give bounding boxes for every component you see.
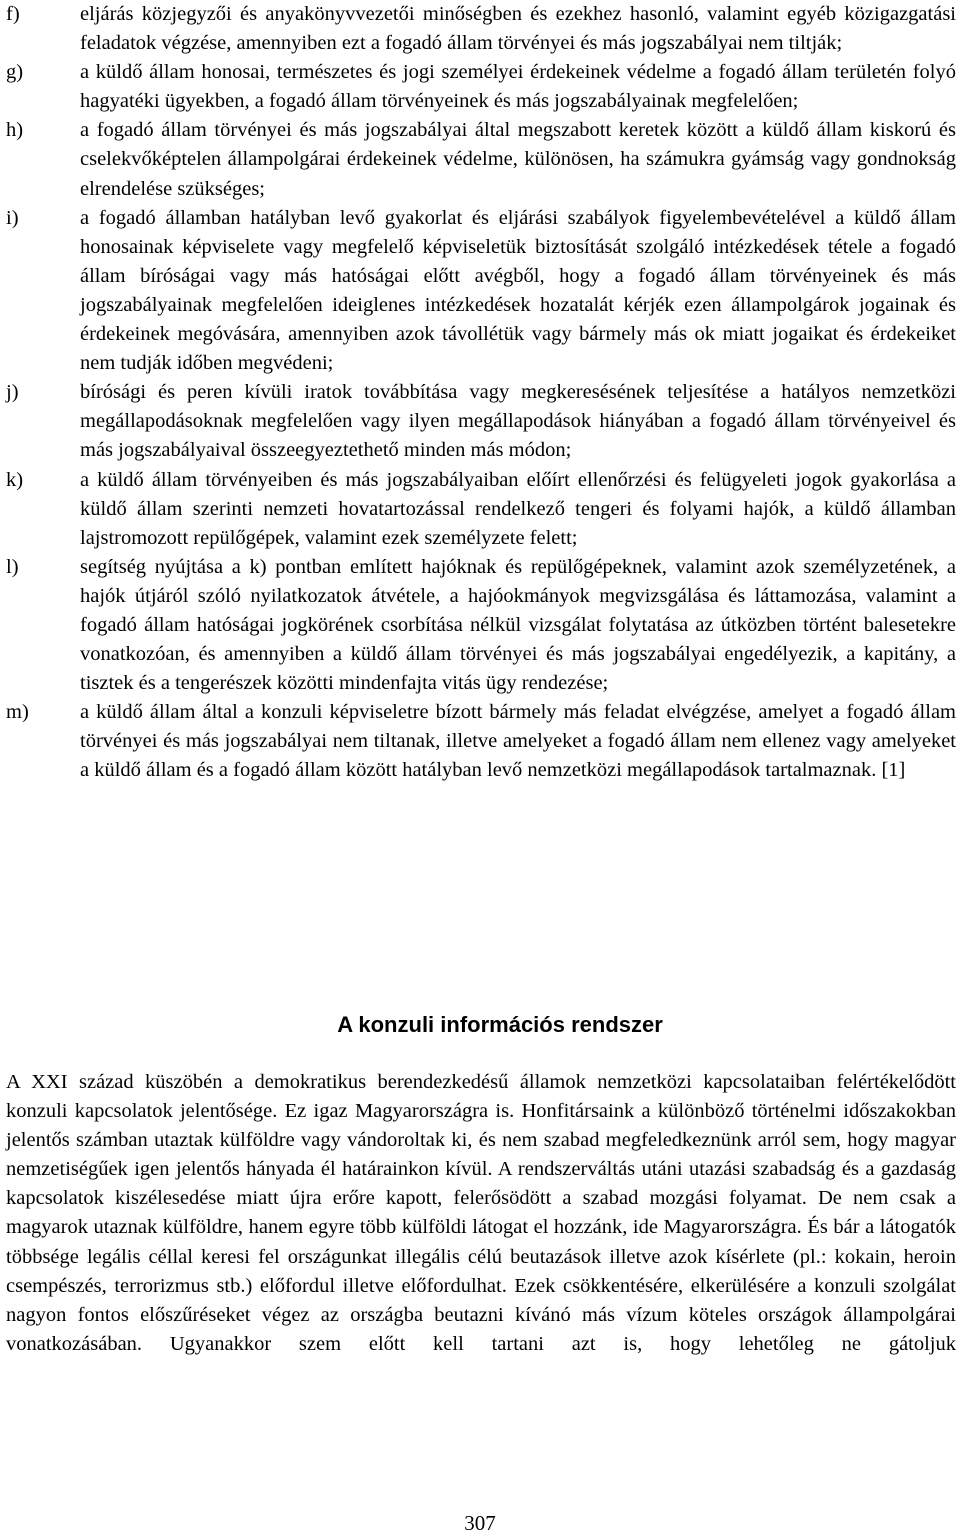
list-item-label: i)	[6, 206, 19, 229]
list-item-label: m)	[6, 701, 29, 724]
list-item	[6, 698, 956, 785]
list-item-text: a fogadó állam törvényei és más jogszabályai által megszabott keretek között a küldő állam kiskorú és cselekvőképtelen állampolgárai érdekeinek védelme, különösen, ha számukra gyámság vagy gondnokság elrendelése szükséges;	[80, 119, 956, 200]
list-item-text: segítség nyújtása a k) pontban említett hajóknak és repülőgépeknek, valamint azok személyzetének, a hajók útjáról szóló nyilatkozatok átvétele, a hajóokmányok megvizsgálása és láttamozása, valamint a fogadó állam hatóságai jogkörének csorbítása nélkül vizsgálat folytatása az útközben történt balesetekre vonatkozóan, és amennyiben a küldő állam törvényei és más jogszabályai engedélyezik, a kapitány, a tisztek és a tengerészek közötti mindenfajta vitás ügy rendezése;	[80, 555, 956, 695]
list-item-label: h)	[6, 119, 24, 142]
list-item-text: a fogadó államban hatályban levő gyakorlat és eljárási szabályok figyelembevételével a küldő állam honosainak képviselete vagy megfelelő képviseletük biztosítását szolgáló intézkedések tétele a fogadó állam bíróságai vagy más hatóságai előtt avégből, hogy a fogadó állam törvényeinek és más jogszabályainak megfelelően ideiglenes intézkedések hozatalát kérjék ezen állampolgárok jogainak és érdekeinek megóvására, amennyiben azok távollétük vagy bármely más ok miatt jogaikat és érdekeiket nem tudják időben megvédeni;	[80, 206, 956, 375]
list-item-label: g)	[6, 61, 24, 84]
list-item-text: a küldő állam honosai, természetes és jogi személyei érdekeinek védelme a fogadó állam területén folyó hagyatéki ügyekben, a fogadó állam törvényeinek és más jogszabályainak megfelelően;	[80, 61, 956, 113]
list-item	[6, 378, 956, 465]
list-item-text: bírósági és peren kívüli iratok továbbítása vagy megkeresésének teljesítése a hatályos nemzetközi megállapodásoknak megfelelően vagy ilyen megállapodások hiányában a fogadó állam törvényeivel és más jogszabályaival összeegyeztethető minden más módon;	[80, 381, 956, 462]
list-item-label: l)	[6, 555, 19, 578]
list-item	[6, 466, 956, 553]
list-item-label: f)	[6, 3, 20, 25]
list-item-text: a küldő állam törvényeiben és más jogszabályaiban előírt ellenőrzési és felügyeleti jogok gyakorlása a küldő állam szerinti nemzeti hovatartozással rendelkező tengeri és folyami hajók, a küldő államban lajstromozott repülőgépek, valamint ezek személyzete felett;	[80, 468, 956, 549]
list-item-text: a küldő állam által a konzuli képviseletre bízott bármely más feladat elvégzése, amelyet a fogadó állam törvényei és más jogszabályai nem tiltanak, illetve amelyeket a fogadó állam nem ellenez vagy amelyeket a küldő állam és a fogadó állam között hatályban levő nemzetközi megállapodások tartalmaznak. [1]	[80, 701, 956, 782]
list-item-label: j)	[6, 381, 19, 404]
list-item-text: eljárás közjegyzői és anyakönyvvezetői minőségben és ezekhez hasonló, valamint egyéb közigazgatási feladatok végzése, amennyiben ezt a fogadó állam törvényei és más jogszabályai nem tiltják;	[80, 3, 956, 55]
body-paragraph: A XXI század küszöbén a demokratikus berendezkedésű államok nemzetközi kapcsolataiban felértékelődött konzuli kapcsolatok jelentősége. Ez igaz Magyarországra is. Honfitársaink a különböző történelmi időszakokban jelentős számban utaztak külföldre vagy vándoroltak ki, és nem szabad megfeledkeznünk arról sem, hogy magyar nemzetiségűek igen jelentős hányada él határainkon kívül. A rendszerváltás utáni utazási szabadság és a gazdaság kapcsolatok kiszélesedése miatt újra erőre kapott, felerősödött a szabad mozgási folyamat. De nem csak a magyarok utaznak külföldre, hanem egyre több külföldi látogat el hozzánk, ide Magyarországra. És bár a látogatók többsége legális céllal keresi fel országunkat illegális célú beutazások illetve azok kísérlete (pl.: kokain, heroin csempészés, terrorizmus stb.) előfordul illetve előfordulhat. Ezek csökkentésére, elkerülésére a konzuli szolgálat nagyon fontos előszűréseket végez az országba beutazni kívánó más vízum köteles országok állampolgárai vonatkozásában. Ugyanakkor szem előtt kell tartani azt is, hogy lehetőleg ne gátoljuk	[6, 1071, 956, 1355]
list-item	[6, 204, 956, 379]
list-item-label: k)	[6, 468, 24, 491]
list-item	[6, 0, 956, 58]
enumerated-list	[6, 0, 956, 786]
list-item	[6, 58, 956, 116]
page-number: 307	[464, 1511, 496, 1535]
section-heading: A konzuli információs rendszer	[337, 1012, 663, 1037]
list-item	[6, 116, 956, 203]
list-item	[6, 553, 956, 698]
